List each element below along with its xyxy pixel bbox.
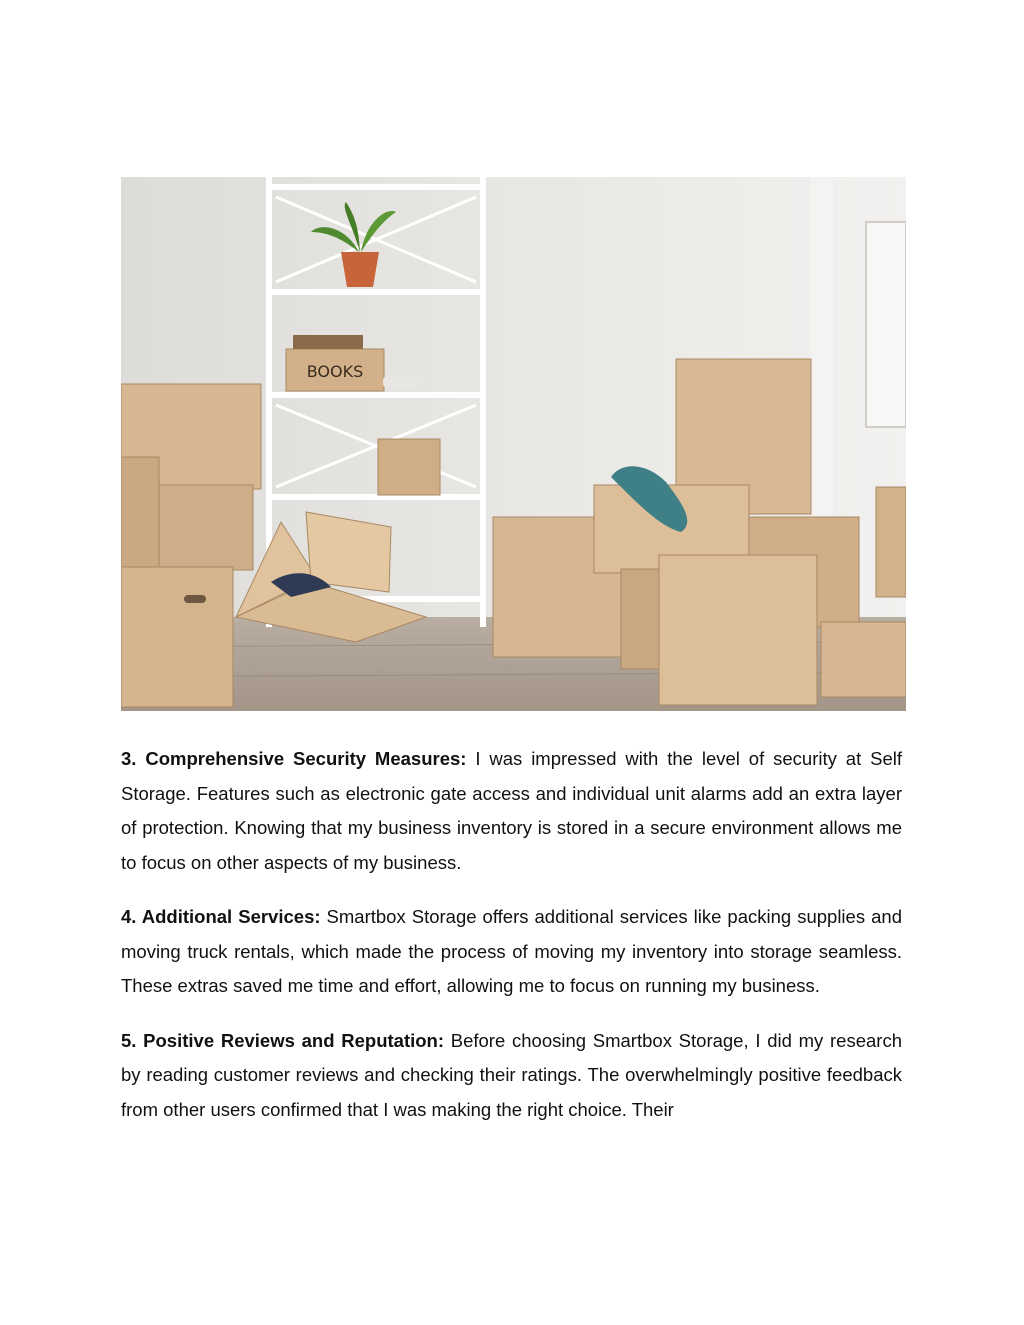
section-text: Smartbox Storage offers additional services like packing supplies and moving truck rentals, which made the process of moving my inventory into storage seamless. These extras saved me time and effort, allowing me to focus on running my business. (121, 906, 902, 996)
section-text: Before choosing Smartbox Storage, I did my research by reading customer reviews and checking their ratings. The overwhelmingly positive feedback from other users confirmed that I was making the right choice. Their (121, 1029, 903, 1120)
section-text: I was impressed with the level of security at Self Storage. Features such as electronic gate access and individual unit alarms add an extra layer of protection. Knowing that my business inventory is stored in a secure environment allows me to focus on other aspects of my business. (121, 748, 902, 873)
article-body (121, 742, 902, 1147)
storage-boxes-photo (121, 177, 906, 711)
books-box-label: BOOKS (306, 362, 364, 381)
section-heading: 3. Comprehensive Security Measures: (121, 748, 467, 769)
section-additional-services (121, 900, 902, 1004)
section-security (121, 742, 902, 880)
section-heading: 4. Additional Services: (121, 906, 321, 927)
section-heading: 5. Positive Reviews and Reputation: (121, 1029, 445, 1051)
section-reviews (121, 1024, 902, 1128)
